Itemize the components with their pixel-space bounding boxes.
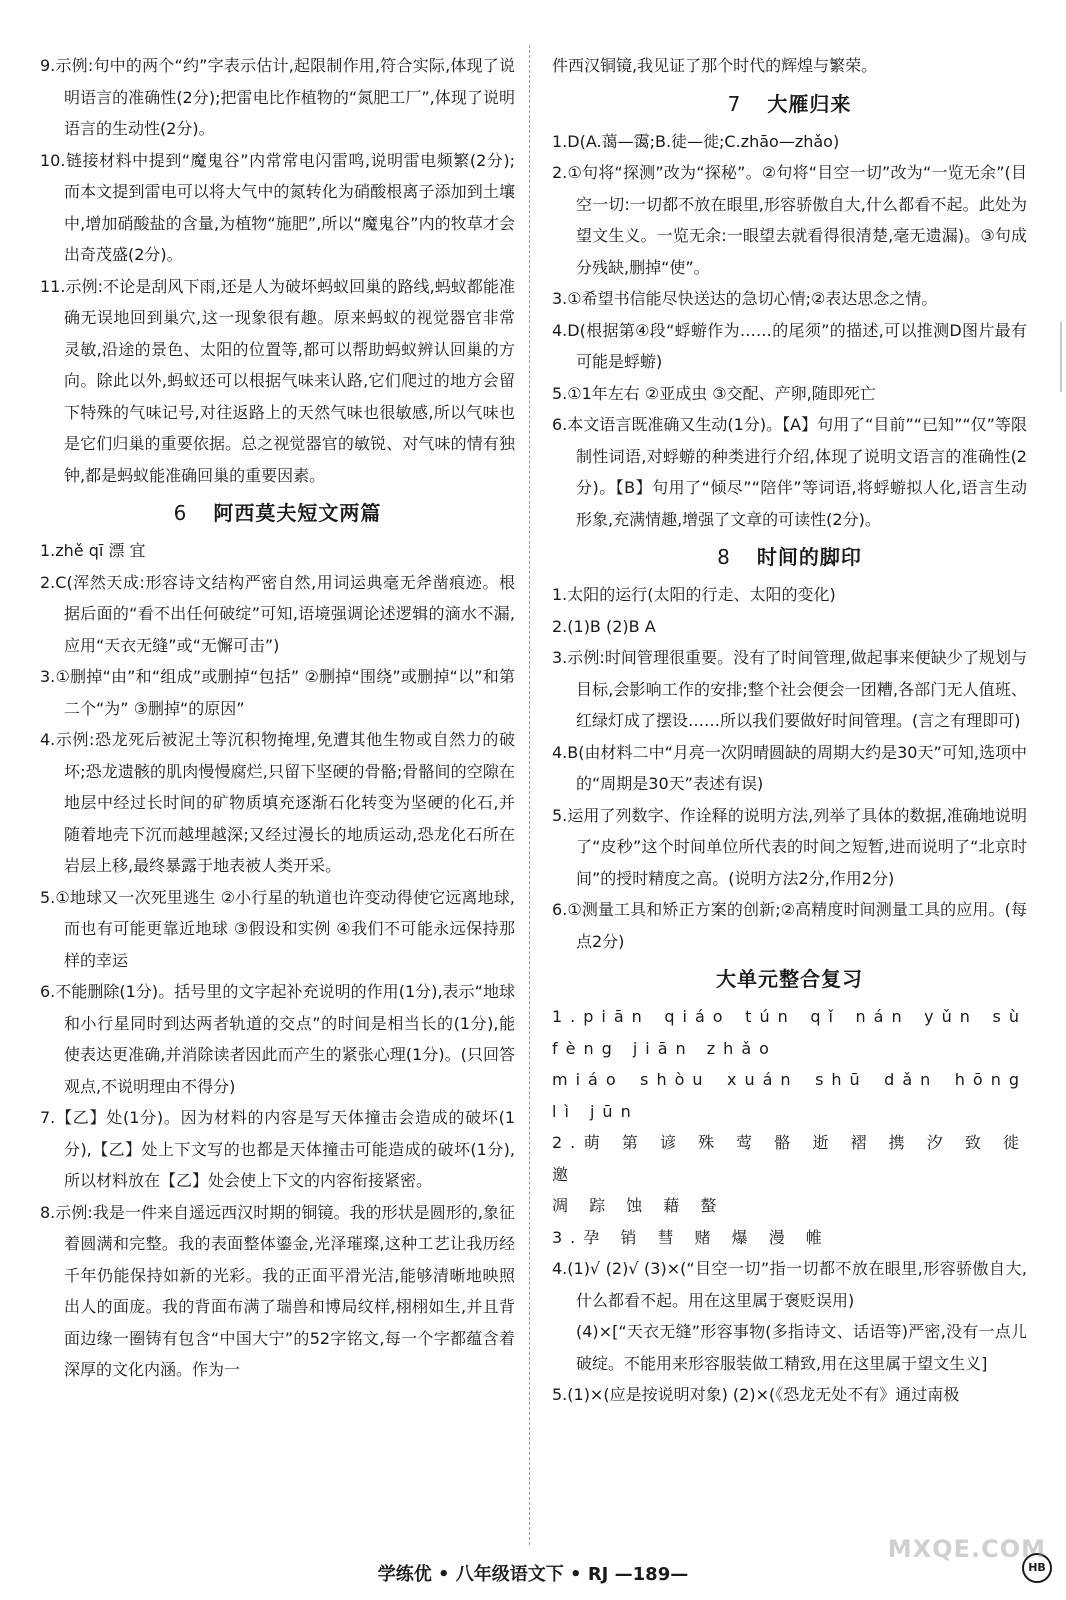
answer-paragraph: 6.①测量工具和矫正方案的创新;②高精度时间测量工具的应用。(每点2分) (552, 900, 1027, 951)
edition-badge: HB (1022, 1553, 1052, 1583)
answer-paragraph: (4)×[“天衣无缝”形容事物(多指诗文、话语等)严密,没有一点儿破绽。不能用来形容服装做工精致,用在这里属于望文生义] (576, 1322, 1027, 1373)
answer-paragraph: 11.示例:不论是刮风下雨,还是人为破坏蚂蚁回巢的路线,蚂蚁都能准确无误地回到巢穴,这一现象很有趣。原来蚂蚁的视觉器官非常灵敏,沿途的景色、太阳的位置等,都可以帮助蚂蚁辨认回巢的方向。除此以外,蚂蚁还可以根据气味来认路,它们爬过的地方会留下特殊的气味记号,对往返路上的天然气味也很敏感,所以气味也是它们归巢的重要依据。总之视觉器官的敏锐、对气味的情有独钟,都是蚂蚁能准确回巢的重要因素。 (40, 276, 515, 485)
answer-paragraph: 件西汉铜镜,我见证了那个时代的辉煌与繁荣。 (552, 56, 878, 75)
answer-paragraph: 4.(1)√ (2)√ (3)×(“目空一切”指一切都不放在眼里,形容骄傲自大,什么都看不起。用在这里属于褒贬误用) (552, 1259, 1027, 1310)
answer-paragraph: 1.太阳的运行(太阳的行走、太阳的变化) (552, 585, 836, 604)
answer-paragraph: 凋 踪 蚀 藉 螯 (552, 1196, 725, 1215)
answer-paragraph: 5.运用了列数字、作诠释的说明方法,列举了具体的数据,准确地说明了“皮秒”这个时间单位所代表的时间之短暂,进而说明了“北京时间”的授时精度之高。(说明方法2分,作用2分) (552, 805, 1027, 888)
answer-paragraph: 10.链接材料中提到“魔鬼谷”内常常电闪雷鸣,说明雷电频繁(2分);而本文提到雷电可以将大气中的氮转化为硝酸根离子添加到土壤中,增加硝酸盐的含量,为植物“施肥”,所以“魔鬼谷”内的牧草才会出奇茂盛(2分)。 (40, 150, 515, 264)
answer-paragraph: 6.不能删除(1分)。括号里的文字起补充说明的作用(1分),表示“地球和小行星同时到达两者轨道的交点”的时间是相当长的(1分),能使表达更准确,并消除读者因此而产生的紧张心理(1分)。(只回答观点,不说明理由不得分) (40, 982, 515, 1096)
answer-paragraph: 7.【乙】处(1分)。因为材料的内容是写天体撞击会造成的破坏(1分),【乙】处上下文写的也都是天体撞击可能造成的破坏(1分),所以材料放在【乙】处会使上下文的内容衔接紧密。 (40, 1108, 515, 1190)
answer-paragraph: 2.C(浑然天成:形容诗文结构严密自然,用词运典毫无斧凿痕迹。根据后面的“看不出任何破绽”可知,语境强调论述逻辑的滴水不漏,应用“天衣无缝”或“无懈可击”) (40, 572, 515, 655)
section-heading (552, 84, 1027, 124)
answer-paragraph: 3.①删掉“由”和“组成”或删掉“包括” ②删掉“围绕”或删掉“以”和第二个“为” ③删掉“的原因” (40, 667, 515, 718)
answer-paragraph: 9.示例:句中的两个“约”字表示估计,起限制作用,符合实际,体现了说明语言的准确性(2分);把雷电比作植物的“氮肥工厂”,体现了说明语言的生动性(2分)。 (40, 56, 515, 138)
answer-paragraph: 5.①1年左右 ②亚成虫 ③交配、产卵,随即死亡 (552, 383, 876, 403)
column-divider (529, 45, 530, 1545)
page-footer: 学练优 • 八年级语文下 • RJ —189— (377, 1564, 689, 1585)
section-title: 时间的脚印 (756, 545, 862, 569)
section-heading (40, 493, 515, 533)
right-column (552, 50, 1027, 1411)
answer-paragraph: 8.示例:我是一件来自遥远西汉时期的铜镜。我的形状是圆形的,象征着圆满和完整。我的表面整体鎏金,光泽璀璨,这种工艺让我历经千年仍能保持如新的光彩。我的正面平滑光洁,能够清晰地映照出人的面庞。我的背面布满了瑞兽和博局纹样,栩栩如生,并且背面边缘一圈铸有包含“中国大宁”的52字铭文,每一个字都蕴含着深厚的文化内涵。作为一 (40, 1202, 515, 1379)
answer-paragraph: 2.(1)B (2)B A (552, 616, 656, 636)
answer-paragraph: 2.①句将“探测”改为“探秘”。②句将“目空一切”改为“一览无余”(目空一切:一切都不放在眼里,形容骄傲自大,什么都看不起。此处为望文生义。一览无余:一眼望去就看得很清楚,毫无遗漏)。③句成分残缺,删掉“使”。 (552, 163, 1027, 277)
section-number: 6 (173, 501, 188, 525)
section-title: 大单元整合复习 (716, 967, 863, 991)
answer-paragraph: 4.B(由材料二中“月亮一次阴晴圆缺的周期大约是30天”可知,选项中的“周期是30天”表述有误) (552, 742, 1027, 793)
answer-paragraph: 3.孕 销 彗 赌 爆 漫 帷 (552, 1227, 830, 1247)
section-title: 阿西莫夫短文两篇 (213, 501, 382, 525)
answer-paragraph: 2.萌 第 谚 殊 莺 骼 逝 褶 携 汐 致 徙 邀 (552, 1133, 1027, 1184)
edge-mark (1060, 322, 1062, 392)
answer-paragraph: 5.①地球又一次死里逃生 ②小行星的轨道也许变动得使它远离地球,而也有可能更靠近地球 ③假设和实例 ④我们不可能永远保持那样的幸运 (40, 887, 515, 970)
watermark: MXQE.COM (887, 1535, 1046, 1563)
section-heading (552, 959, 1027, 999)
section-number: 7 (727, 91, 742, 116)
answer-paragraph: 3.①希望书信能尽快送达的急切心情;②表达思念之情。 (552, 289, 938, 308)
section-heading (552, 537, 1027, 577)
answer-paragraph: 1.piān qiáo tún qǐ nán yǔn sù fèng jiān zhǎo (552, 1007, 1027, 1058)
answer-paragraph: 4.示例:恐龙死后被泥土等沉积物掩埋,免遭其他生物或自然力的破坏;恐龙遗骸的肌肉慢慢腐烂,只留下坚硬的骨骼;骨骼间的空隙在地层中经过长时间的矿物质填充逐渐石化转变为坚硬的化石,并随着地壳下沉而越埋越深;又经过漫长的地质运动,恐龙化石所在岩层上移,最终暴露于地表被人类开采。 (40, 730, 515, 875)
answer-paragraph: 4.D(根据第④段“蜉蝣作为……的尾须”的描述,可以推测D图片最有可能是蜉蝣) (552, 320, 1027, 371)
answer-paragraph: miáo shòu xuán shū dǎn hōng lì jūn (552, 1070, 1027, 1121)
answer-paragraph: 5.(1)×(应是按说明对象) (2)×(《恐龙无处不有》通过南极 (552, 1385, 960, 1404)
answer-paragraph: 3.示例:时间管理很重要。没有了时间管理,做起事来便缺少了规划与目标,会影响工作的安排;整个社会便会一团糟,各部门无人值班、红绿灯成了摆设……所以我们要做好时间管理。(言之有理即可) (552, 648, 1027, 730)
section-title: 大雁归来 (767, 91, 852, 116)
left-column (40, 50, 515, 1386)
section-number: 8 (717, 545, 731, 569)
answer-paragraph: 1.zhě qī 漂 宜 (40, 541, 146, 560)
answer-paragraph: 6.本文语言既准确又生动(1分)。【A】句用了“目前”“已知”“仅”等限制性词语,对蜉蝣的种类进行介绍,体现了说明文语言的准确性(2分)。【B】句用了“倾尽”“陪伴”等词语,将蜉蝣拟人化,语言生动形象,充满情趣,增强了文章的可读性(2分)。 (552, 415, 1027, 529)
answer-paragraph: 1.D(A.蔼—霭;B.徒—徙;C.zhāo—zhǎo) (552, 131, 840, 151)
